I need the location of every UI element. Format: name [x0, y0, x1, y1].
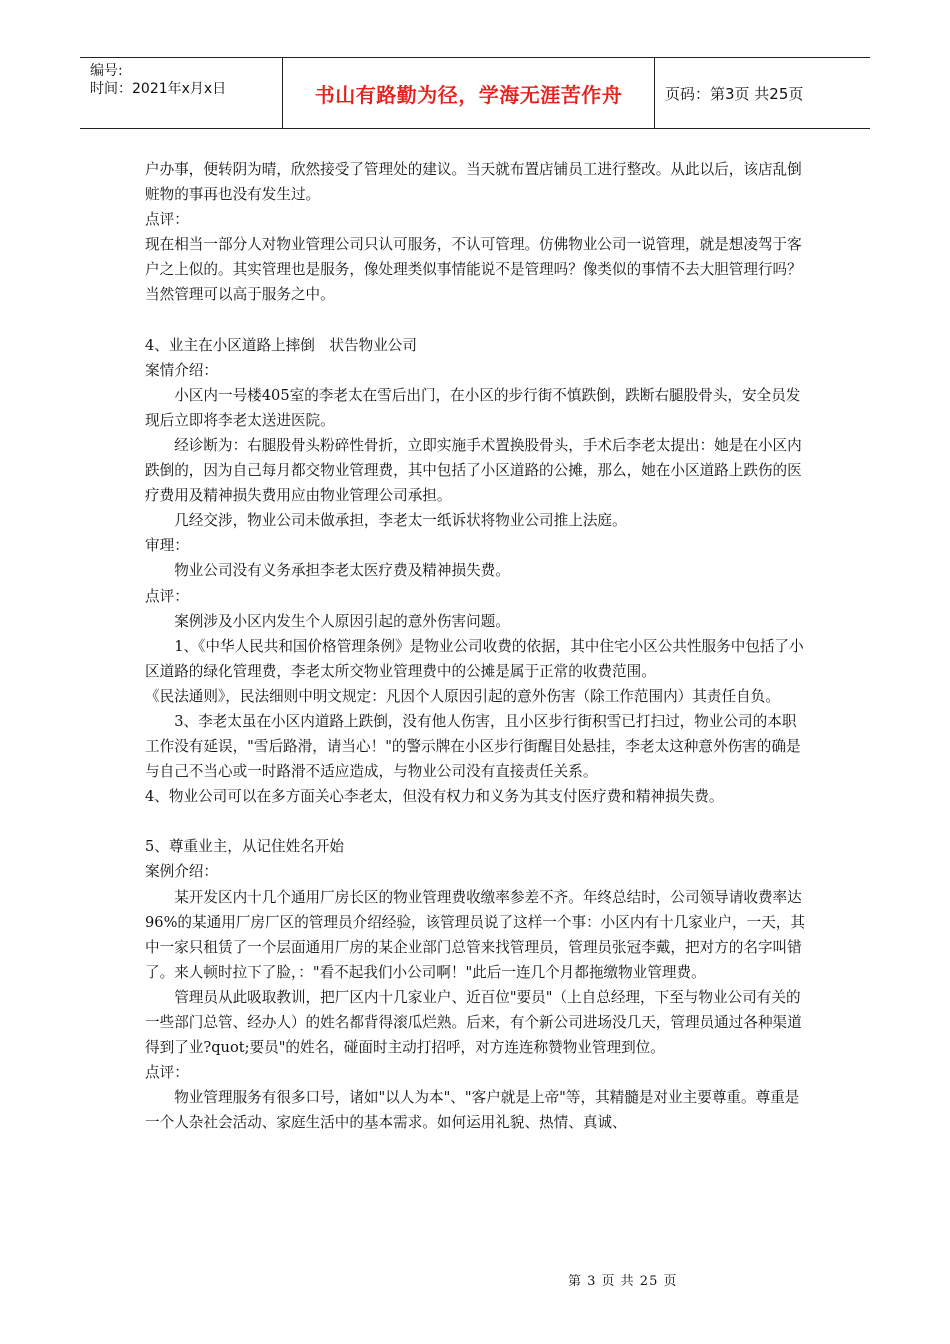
paragraph: 小区内一号楼405室的李老太在雪后出门，在小区的步行街不慎跌倒，跌断右腿股骨头，安全员发现后立即将李老太送进医院。 — [145, 386, 801, 429]
paragraph: 某开发区内十几个通用厂房长区的物业管理费收缴率参差不齐。年终总结时，公司领导请收费率达96%的某通用厂房厂区的管理员介绍经验，该管理员说了这样一个事：小区内有十几家业户，一天，其中一家只租赁了一个层面通用厂房的某企业部门总管来找管理员，管理员张冠李戴，把对方的名字叫错了。来人顿时拉下了脸，："看不起我们小公司啊！"此后一连几个月都拖缴物业管理费。 — [145, 888, 805, 981]
paragraph: 点评： — [145, 1064, 189, 1082]
document-date: 时间：2021年x月x日 — [90, 81, 227, 97]
paragraph: 管理员从此吸取教训，把厂区内十几家业户、近百位"要员"（上自总经理，下至与物业公司有关的一些部门总管、经办人）的姓名都背得滚瓜烂熟。后来，有个新公司进场没几天，管理员通过各种渠道得到了业?quot;要员"的姓名，碰面时主动打招呼，对方连连称赞物业管理到位。 — [145, 988, 802, 1057]
page-footer: 第 3 页 共 25 页 — [568, 1274, 678, 1289]
paragraph: 4、业主在小区道路上摔倒 状告物业公司 — [145, 336, 417, 354]
paragraph: 物业公司没有义务承担李老太医疗费及精神损失费。 — [174, 562, 510, 580]
document-number-label: 编号: — [90, 63, 123, 79]
paragraph: 点评： — [145, 587, 189, 605]
paragraph: 几经交涉，物业公司未做承担，李老太一纸诉状将物业公司推上法庭。 — [174, 512, 627, 530]
paragraph: 案例涉及小区内发生个人原因引起的意外伤害问题。 — [174, 612, 510, 630]
paragraph: 5、尊重业主，从记住姓名开始 — [145, 838, 345, 856]
page-header — [80, 57, 870, 129]
document-body — [145, 157, 810, 1135]
paragraph-gap — [145, 308, 810, 333]
paragraph: 1、《中华人民共和国价格管理条例》是物业公司收费的依据，其中住宅小区公共性服务中包括了小区道路的绿化管理费，李老太所交物业管理费中的公摊是属于正常的收费范围。 — [145, 637, 804, 680]
paragraph: 点评： — [145, 211, 189, 229]
header-meta — [80, 58, 283, 128]
header-motto: 书山有路勤为径，学海无涯苦作舟 — [283, 58, 655, 128]
paragraph: 4、物业公司可以在多方面关心李老太，但没有权力和义务为其支付医疗费和精神损失费。 — [145, 788, 724, 806]
paragraph: 现在相当一部分人对物业管理公司只认可服务，不认可管理。仿佛物业公司一说管理，就是想凌驾于客户之上似的。其实管理也是服务，像处理类似事情能说不是管理吗？像类似的事情不去大胆管理行吗？当然管理可以高于服务之中。 — [145, 236, 802, 304]
paragraph: 案情介绍： — [145, 361, 218, 379]
header-page-info: 页码：第3页 共25页 — [665, 84, 804, 103]
paragraph: 审理： — [145, 537, 189, 555]
paragraph: 物业管理服务有很多口号，诸如"以人为本"、"客户就是上帝"等，其精髓是对业主要尊重。尊重是一个人杂社会活动、家庭生活中的基本需求。如何运用礼貌、热情、真诚、 — [145, 1089, 800, 1132]
paragraph: 3、李老太虽在小区内道路上跌倒，没有他人伤害，且小区步行街积雪已打扫过，物业公司的本职工作没有延误，"雪后路滑，请当心！"的警示牌在小区步行街醒目处悬挂，李老太这种意外伤害的确是与自己不当心或一时路滑不适应造成，与物业公司没有直接责任关系。 — [145, 712, 801, 781]
paragraph: 《民法通则》，民法细则中明文规定：凡因个人原因引起的意外伤害（除工作范围内）其责任自负。 — [145, 687, 780, 705]
paragraph-gap — [145, 809, 810, 834]
paragraph: 案例介绍： — [145, 863, 218, 881]
paragraph: 户办事，便转阴为晴，欣然接受了管理处的建议。当天就布置店铺员工进行整改。从此以后，该店乱倒赃物的事再也没有发生过。 — [145, 161, 802, 204]
paragraph: 经诊断为：右腿股骨头粉碎性骨折，立即实施手术置换股骨头，手术后李老太提出：她是在小区内跌倒的，因为自己每月都交物业管理费，其中包括了小区道路的公摊，那么，她在小区道路上跌伤的医疗费用及精神损失费用应由物业管理公司承担。 — [145, 436, 802, 505]
